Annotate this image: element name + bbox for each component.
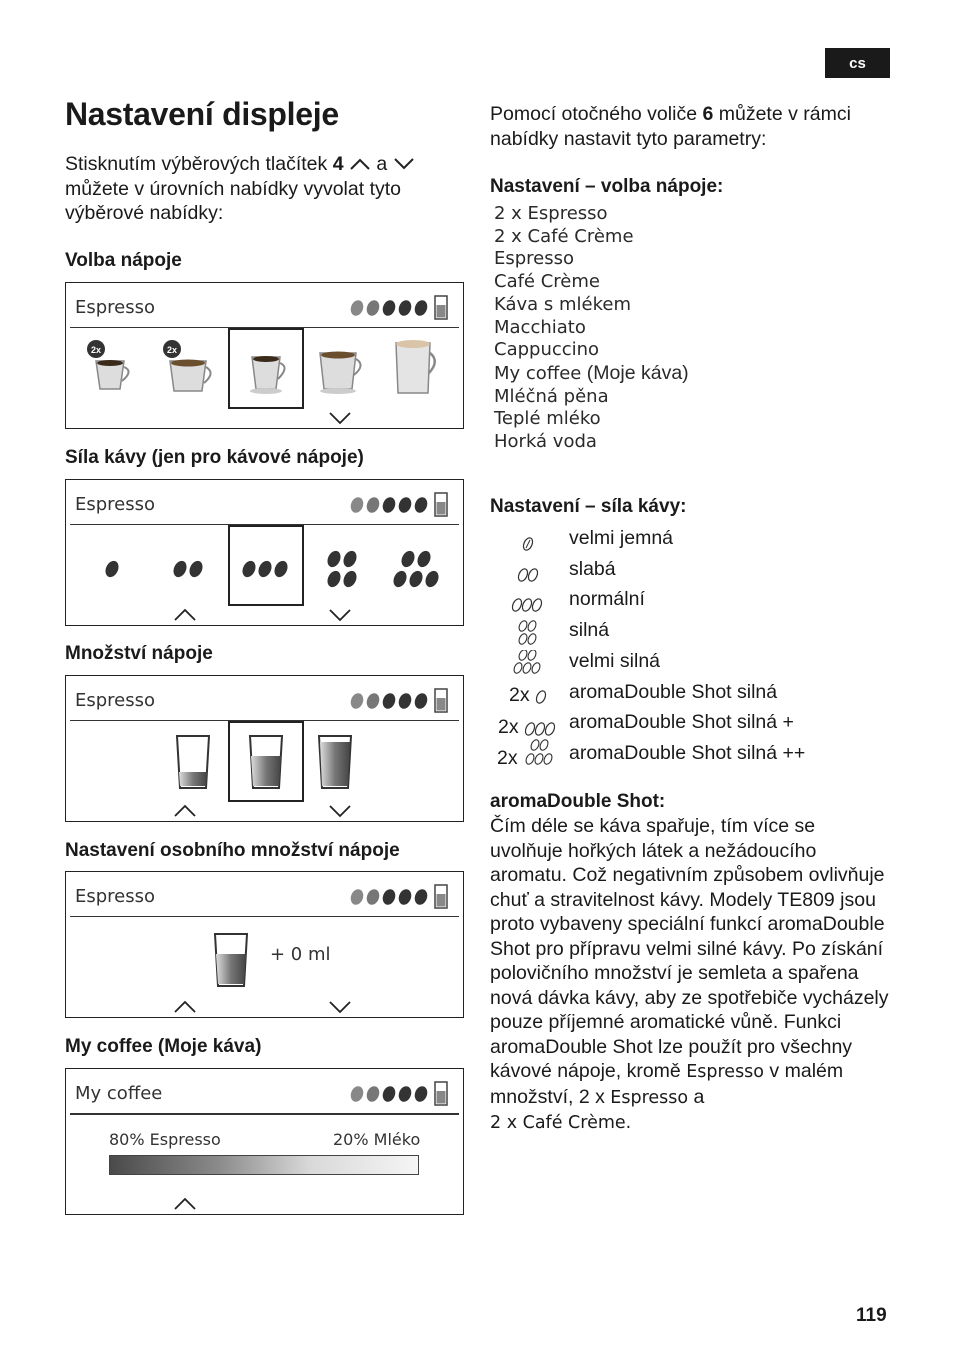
two-beans-outline-icon bbox=[490, 558, 566, 588]
display-panel-my-coffee bbox=[65, 1068, 464, 1215]
display-panel-coffee-strength bbox=[65, 479, 464, 626]
double-shot-prefix: 2x bbox=[497, 747, 518, 769]
one-bean-outline-icon bbox=[534, 685, 548, 707]
list-item: 2 x Café Crème bbox=[494, 225, 634, 247]
panel-divider bbox=[70, 916, 459, 917]
page-number: 119 bbox=[856, 1305, 887, 1326]
panel-title: Espresso bbox=[75, 886, 156, 907]
language-tab: cs bbox=[825, 48, 890, 78]
amount-offset-value: + 0 ml bbox=[270, 944, 331, 965]
strength-label: slabá bbox=[569, 558, 616, 580]
double-cafe-creme-cup-icon bbox=[160, 339, 216, 399]
three-beans-icon bbox=[239, 558, 291, 580]
espresso-milk-ratio-bar bbox=[109, 1155, 419, 1175]
section-label-coffee-strength: Síla kávy (jen pro kávové nápoje) bbox=[65, 447, 364, 468]
display-panel-drink-choice bbox=[65, 282, 464, 429]
list-item: 2 x Espresso bbox=[494, 203, 608, 224]
strength-row bbox=[490, 619, 890, 647]
list-item: Káva s mlékem bbox=[494, 293, 632, 315]
strength-beans-icon bbox=[347, 882, 451, 910]
intro-text-1: Stisknutím výběrových tlačítek bbox=[65, 153, 333, 175]
strength-label: aromaDouble Shot silná ++ bbox=[569, 742, 806, 764]
chevron-down-icon bbox=[328, 804, 352, 818]
panel-divider bbox=[70, 1113, 459, 1115]
three-beans-outline-icon bbox=[523, 717, 559, 739]
four-beans-icon bbox=[324, 548, 360, 590]
chevron-up-icon bbox=[349, 157, 371, 171]
right-intro-number: 6 bbox=[702, 103, 714, 125]
strength-beans-icon bbox=[347, 1079, 451, 1107]
milk-percentage: 20% Mléko bbox=[333, 1130, 421, 1149]
list-item: Horká voda bbox=[494, 431, 597, 453]
section-label-my-coffee: My coffee (Moje káva) bbox=[65, 1036, 262, 1057]
chevron-down-icon bbox=[328, 608, 352, 622]
four-beans-outline-icon bbox=[490, 619, 566, 649]
five-beans-outline-icon bbox=[522, 738, 560, 770]
intro-paragraph bbox=[65, 152, 460, 226]
panel-title: Espresso bbox=[75, 690, 156, 711]
chevron-down-icon bbox=[328, 411, 352, 425]
paragraph-last-line: 2 x Café Crème. bbox=[490, 1113, 632, 1133]
page-title: Nastavení displeje bbox=[65, 96, 339, 132]
list-item: Mléčná pěna bbox=[494, 385, 609, 407]
strength-beans-icon bbox=[347, 293, 451, 321]
strength-row bbox=[490, 711, 890, 739]
svg-text:2x: 2x bbox=[90, 345, 102, 355]
section-label-drink-amount: Množství nápoje bbox=[65, 643, 213, 664]
strength-settings-heading: Nastavení – síla kávy: bbox=[490, 496, 687, 517]
drink-settings-heading: Nastavení – volba nápoje: bbox=[490, 176, 724, 197]
drink-options-list bbox=[494, 203, 689, 454]
paragraph-text-end: a bbox=[688, 1085, 705, 1108]
panel-title: Espresso bbox=[75, 494, 156, 515]
strength-label: silná bbox=[569, 619, 610, 641]
small-glass-icon bbox=[175, 734, 211, 790]
panel-title: My coffee bbox=[75, 1083, 163, 1104]
glass-icon bbox=[213, 932, 249, 988]
aroma-double-shot-heading: aromaDouble Shot: bbox=[490, 791, 666, 812]
intro-text-2: a bbox=[370, 153, 393, 175]
large-glass-icon bbox=[317, 734, 353, 790]
chevron-down-icon bbox=[393, 157, 415, 171]
right-intro-text-2: můžete v rámci nabídky nastavit tyto parametry: bbox=[490, 103, 851, 150]
double-espresso-cup-icon bbox=[84, 339, 136, 399]
strength-beans-icon bbox=[347, 490, 451, 518]
espresso-percentage: 80% Espresso bbox=[109, 1130, 221, 1149]
paragraph-drink-name: Espresso bbox=[610, 1087, 689, 1108]
strength-row bbox=[490, 527, 890, 555]
intro-key-number: 4 bbox=[332, 153, 344, 175]
strength-label: velmi jemná bbox=[569, 527, 674, 549]
chevron-down-icon bbox=[328, 1000, 352, 1014]
chevron-up-icon bbox=[173, 1197, 197, 1211]
strength-row bbox=[490, 588, 890, 616]
strength-row bbox=[490, 558, 890, 586]
three-beans-outline-icon bbox=[490, 588, 566, 618]
strength-row bbox=[490, 742, 890, 770]
strength-label: aromaDouble Shot silná bbox=[569, 681, 778, 703]
section-label-personal-amount: Nastavení osobního množství nápoje bbox=[65, 840, 400, 861]
five-beans-icon bbox=[390, 548, 442, 590]
display-panel-drink-amount bbox=[65, 675, 464, 822]
display-panel-personal-amount bbox=[65, 871, 464, 1018]
svg-text:2x: 2x bbox=[166, 345, 178, 355]
chevron-up-icon bbox=[173, 1000, 197, 1014]
one-bean-outline-icon bbox=[490, 527, 566, 557]
list-item bbox=[494, 362, 689, 386]
strength-label: velmi silná bbox=[569, 650, 661, 672]
list-item: Cappuccino bbox=[494, 339, 600, 361]
espresso-cup-icon bbox=[246, 349, 290, 399]
strength-label: normální bbox=[569, 588, 645, 610]
list-item: Espresso bbox=[494, 248, 575, 270]
strength-row bbox=[490, 650, 890, 678]
list-item: Café Crème bbox=[494, 271, 600, 293]
paragraph-drink-name: Espresso bbox=[686, 1062, 765, 1082]
chevron-up-icon bbox=[173, 804, 197, 818]
list-item-suffix: (Moje káva) bbox=[581, 361, 689, 384]
strength-beans-icon bbox=[347, 686, 451, 714]
right-intro-text-1: Pomocí otočného voliče bbox=[490, 103, 703, 125]
aroma-double-shot-paragraph bbox=[490, 814, 892, 1136]
five-beans-outline-icon bbox=[490, 650, 566, 680]
paragraph-text: Čím déle se káva spařuje, tím více se uvolňuje hořkých látek a nežádoucího aromatu. Což negativním způsobem ovlivňuje chuť a stravitelnost kávy. Modely TE809 jsou proto vybaveny speciální funkcí aromaDouble Shot pro přípravu velmi silné kávy. Po získání polovičního množství je semleta a spařena nová dávka kávy, aby ze spotřebiče vycházely pouze příjemné aromatické vůně. Funkci aromaDouble Shot lze použít pro všechny kávové nápoje, kromě bbox=[490, 815, 889, 1082]
two-beans-icon bbox=[170, 558, 206, 580]
double-shot-prefix: 2x bbox=[498, 716, 519, 738]
panel-title: Espresso bbox=[75, 297, 156, 318]
paragraph-text-mid: v malém množství, 2 x bbox=[490, 1060, 844, 1108]
strength-label: aromaDouble Shot silná + bbox=[569, 711, 794, 733]
cafe-creme-cup-icon bbox=[316, 343, 366, 401]
chevron-up-icon bbox=[173, 608, 197, 622]
intro-text-3: můžete v úrovních nabídky vyvolat tyto výběrové nabídky: bbox=[65, 177, 401, 224]
double-shot-prefix: 2x bbox=[509, 684, 530, 706]
section-label-drink-choice: Volba nápoje bbox=[65, 250, 182, 271]
one-bean-icon bbox=[102, 558, 122, 580]
list-item: Macchiato bbox=[494, 316, 586, 338]
medium-glass-icon bbox=[248, 734, 284, 790]
strength-row bbox=[490, 681, 890, 709]
right-intro bbox=[490, 102, 890, 151]
coffee-with-milk-cup-icon bbox=[392, 335, 440, 401]
list-item: Teplé mléko bbox=[494, 408, 601, 430]
list-item-main: My coffee bbox=[494, 362, 582, 384]
